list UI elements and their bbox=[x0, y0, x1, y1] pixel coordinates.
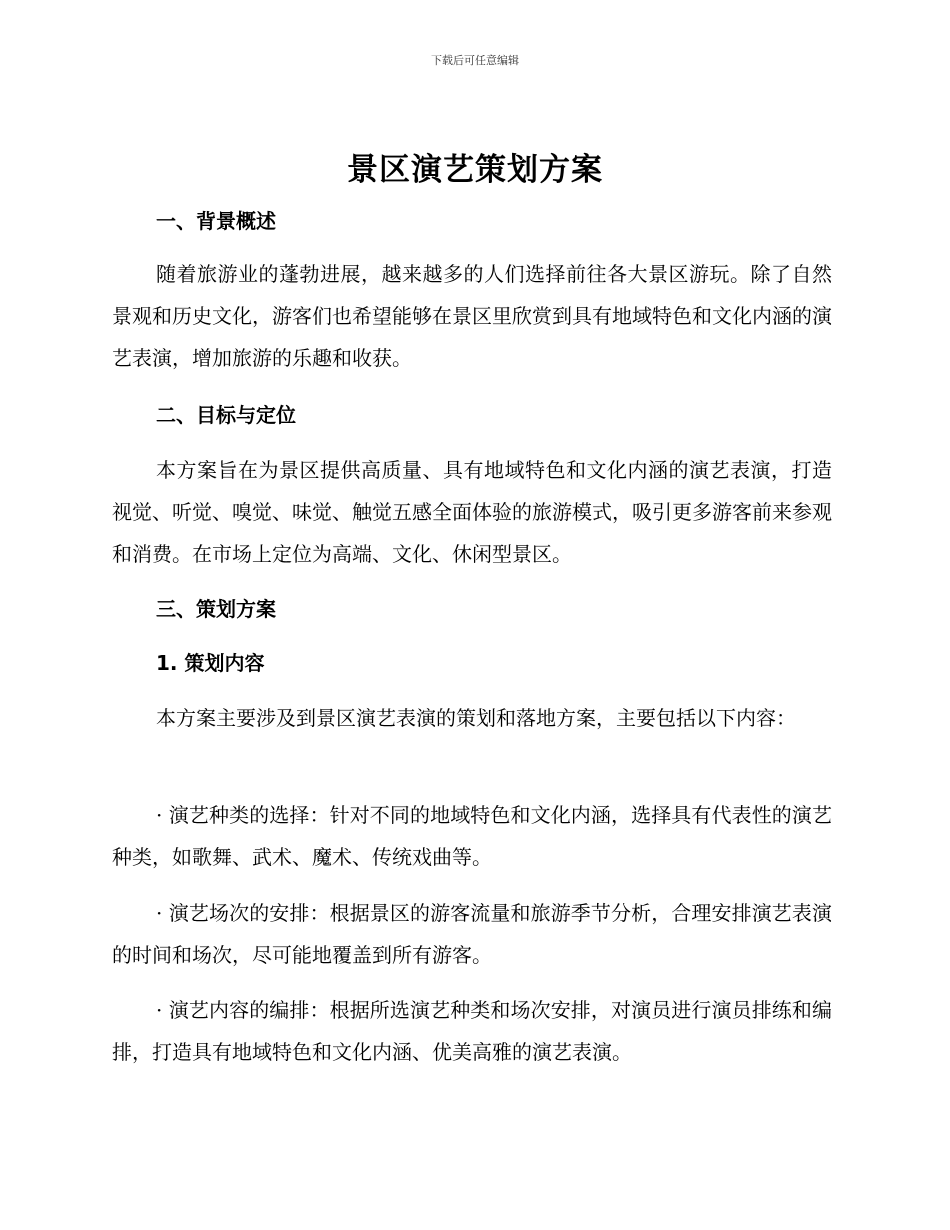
section-heading-goals: 二、目标与定位 bbox=[156, 403, 296, 427]
header-note: 下载后可任意编辑 bbox=[431, 54, 519, 67]
section-heading-plan: 三、策划方案 bbox=[156, 597, 276, 621]
bullet-item-performance-types: · 演艺种类的选择：针对不同的地域特色和文化内涵，选择具有代表性的演艺种类，如歌舞、武术、魔术、传统戏曲等。 bbox=[112, 803, 832, 869]
paragraph-background: 随着旅游业的蓬勃进展，越来越多的人们选择前往各大景区游玩。除了自然景观和历史文化，游客们也希望能够在景区里欣赏到具有地域特色和文化内涵的演艺表演，增加旅游的乐趣和收获。 bbox=[112, 262, 832, 370]
document-title: 景区演艺策划方案 bbox=[347, 152, 603, 188]
bullet-item-scheduling: · 演艺场次的安排：根据景区的游客流量和旅游季节分析，合理安排演艺表演的时间和场次，尽可能地覆盖到所有游客。 bbox=[112, 901, 832, 967]
section-heading-background: 一、背景概述 bbox=[156, 209, 276, 233]
paragraph-plan-intro: 本方案主要涉及到景区演艺表演的策划和落地方案，主要包括以下内容： bbox=[156, 706, 796, 730]
subsection-heading-content: 1. 策划内容 bbox=[156, 651, 265, 675]
bullet-item-choreography: · 演艺内容的编排：根据所选演艺种类和场次安排，对演员进行演员排练和编排，打造具有地域特色和文化内涵、优美高雅的演艺表演。 bbox=[112, 998, 832, 1064]
paragraph-goals: 本方案旨在为景区提供高质量、具有地域特色和文化内涵的演艺表演，打造视觉、听觉、嗅觉、味觉、触觉五感全面体验的旅游模式，吸引更多游客前来参观和消费。在市场上定位为高端、文化、休闲型景区。 bbox=[112, 458, 832, 566]
